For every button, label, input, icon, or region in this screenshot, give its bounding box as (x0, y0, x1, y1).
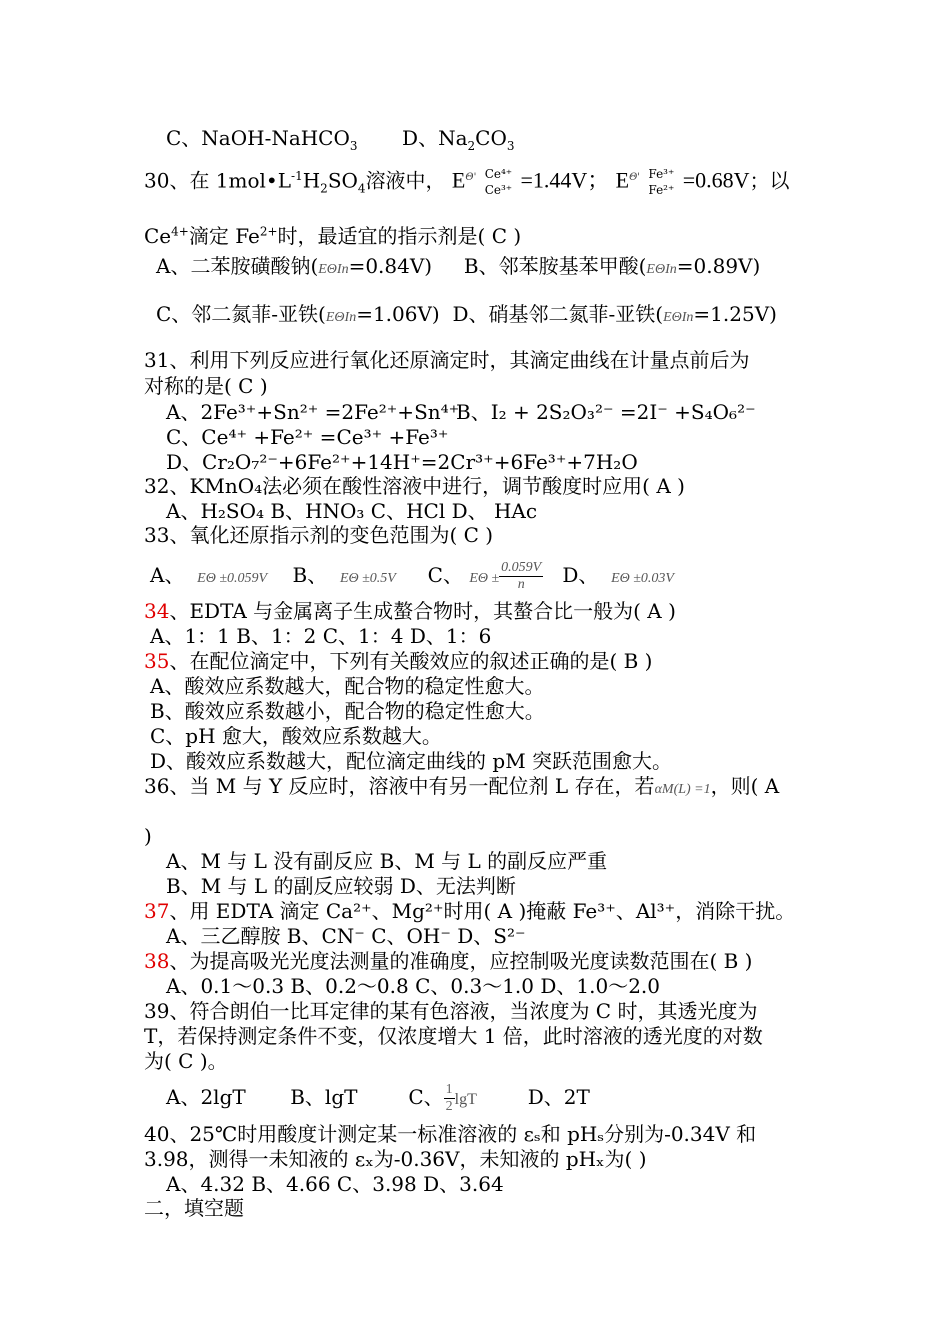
q37-stem: 37、用 EDTA 滴定 Ca²⁺、Mg²⁺时用( A )掩蔽 Fe³⁺、Al³⁺，消除干扰。 (144, 899, 796, 923)
q30-options-ab: A、二苯胺磺酸钠(EΘIn=0.84V) B、邻苯胺基苯甲酸(EΘIn=0.89V) (156, 254, 761, 278)
q39-options: A、2lgT B、lgT C、 $\frac{1}{2}$ lgT D、2T (166, 1082, 590, 1114)
q38-stem: 38、为提高吸光光度法测量的准确度，应控制吸光度读数范围在( B ) (144, 949, 753, 973)
q38-options: A、0.1～0.3 B、0.2～0.8 C、0.3～1.0 D、1.0～2.0 (166, 974, 661, 998)
q32-options: A、H₂SO₄ B、HNO₃ C、HCl D、 HAc (166, 499, 538, 523)
section-heading: 二，填空题 (144, 1196, 244, 1220)
q34-stem: 34、EDTA 与金属离子生成螯合物时，其螯合比一般为( A ) (144, 599, 676, 623)
q34-options: A、1：1 B、1：2 C、1：4 D、1：6 (150, 624, 492, 648)
q36-stem-line2: ) (144, 824, 152, 848)
q35-option-b: B、酸效应系数越小，配合物的稳定性愈大。 (150, 699, 545, 723)
q31-option-b: B、I₂ + 2S₂O₃²⁻ =2I⁻ +S₄O₆²⁻ (456, 400, 756, 424)
q35-option-d: D、酸效应系数越大，配位滴定曲线的 pM 突跃范围愈大。 (150, 749, 673, 773)
q31-stem-line1: 31、利用下列反应进行氧化还原滴定时，其滴定曲线在计量点前后为 (144, 348, 750, 372)
q30-stem-line1: 30、在 $1mol•L^{-1}H_2SO_4$溶液中， $E^{\Theta'}$ Ce⁴⁺ Ce³⁺ =1.44V； $E^{\Theta'}$ Fe³⁺ Fe²⁺ =0.68V；以 (144, 167, 790, 197)
q31-option-d: D、Cr₂O₇²⁻+6Fe²⁺+14H⁺=2Cr³⁺+6Fe³⁺+7H₂O (166, 450, 638, 474)
q32-stem: 32、KMnO₄法必须在酸性溶液中进行，调节酸度时应用( A ) (144, 474, 685, 498)
q35-option-c: C、pH 愈大，酸效应系数越大。 (150, 724, 442, 748)
q37-options: A、三乙醇胺 B、CN⁻ C、OH⁻ D、S²⁻ (166, 924, 526, 948)
q39-stem-line3: 为( C )。 (144, 1049, 228, 1073)
q39-stem-line2: T，若保持测定条件不变，仅浓度增大 1 倍，此时溶液的透光度的对数 (144, 1024, 763, 1048)
q33-options: A、 EΘ ±0.059V B、 EΘ ±0.5V C、 EΘ ± $\frac{0.059V}{n}$ D、 EΘ ±0.03V (150, 560, 674, 592)
q31-stem-line2: 对称的是( C ) (144, 374, 268, 398)
q31-option-c: C、Ce⁴⁺ +Fe²⁺ =Ce³⁺ +Fe³⁺ (166, 425, 449, 449)
q29-options: C、NaOH-NaHCO$_3$ D、$Na_2CO_3$ (166, 126, 515, 153)
q31-option-a: A、2Fe³⁺+Sn²⁺ =2Fe²⁺+Sn⁴⁺ (166, 400, 460, 424)
q36-stem-line1: 36、当 M 与 Y 反应时，溶液中有另一配位剂 L 存在，若αM(L) =1，则( A (144, 774, 780, 798)
q40-stem-line1: 40、25℃时用酸度计测定某一标准溶液的 εₛ和 pHₛ分别为-0.34V 和 (144, 1122, 757, 1146)
q30-stem-line2: $Ce^{4+}$滴定 $Fe^{2+}$时，最适宜的指示剂是( C ) (144, 224, 522, 248)
q40-options: A、4.32 B、4.66 C、3.98 D、3.64 (166, 1172, 504, 1196)
q33-stem: 33、氧化还原指示剂的变色范围为( C ) (144, 523, 494, 547)
q39-stem-line1: 39、符合朗伯一比耳定律的某有色溶液，当浓度为 C 时，其透光度为 (144, 999, 758, 1023)
q30-options-cd: C、邻二氮菲-亚铁(EΘIn=1.06V) D、硝基邻二氮菲-亚铁(EΘIn=1.25V) (156, 302, 777, 326)
q35-option-a: A、酸效应系数越大，配合物的稳定性愈大。 (150, 674, 545, 698)
q40-stem-line2: 3.98，测得一未知液的 εₓ为-0.36V，未知液的 pHₓ为( ) (144, 1147, 647, 1171)
q35-stem: 35、在配位滴定中，下列有关酸效应的叙述正确的是( B ) (144, 649, 653, 673)
q36-options-2: B、M 与 L 的副反应较弱 D、无法判断 (166, 874, 516, 898)
q36-options-1: A、M 与 L 没有副反应 B、M 与 L 的副反应严重 (166, 849, 608, 873)
